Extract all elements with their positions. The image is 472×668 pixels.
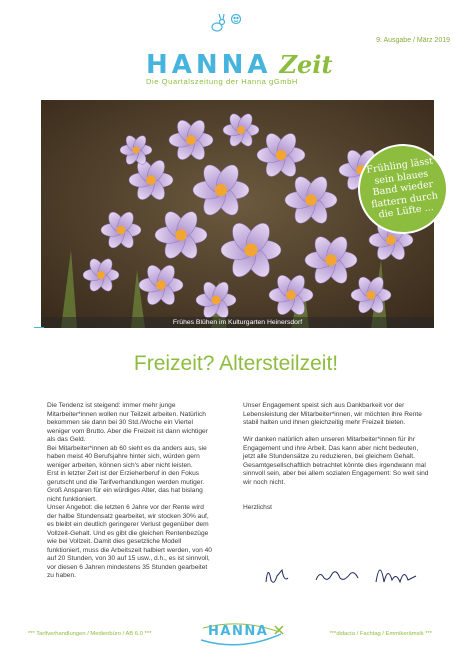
mascot-icons xyxy=(205,12,245,34)
footer-left-text: *** Tarifverhandlungen / Medienbüro / AB 6.0 *** xyxy=(28,631,152,637)
masthead-subtitle: Die Quartalszeitung der Hanna gGmbH xyxy=(146,77,298,86)
masthead xyxy=(0,0,472,44)
signatures xyxy=(258,552,428,592)
paragraph: Unser Engagement speist sich aus Dankbarkeit vor der Lebensleistung der Mitarbeiter*innen, wir möchten ihre Rente stabil halten und ihnen gleichzeitig mehr Freizeit bieten. xyxy=(243,402,422,426)
rabbit-icon xyxy=(212,14,225,31)
article-column-right xyxy=(243,402,431,513)
issue-number: 9. Ausgabe / März 2019 xyxy=(376,37,450,44)
footer-logo-text: HANNA xyxy=(208,624,269,639)
badge-text: Frühling lässt sein blaues Band wieder flattern durch die Lüfte ... xyxy=(365,155,439,221)
logo-hanna: HANNA xyxy=(146,50,272,80)
paragraph: Unser Angebot: die letzten 6 Jahre vor der Rente wird der halbe Stundensatz gearbeitet, wir stocken 30% auf, es bleibt ein deutlich geringerer Verlust gegenüber dem Vollzeit-Gehalt. Und es gibt die gleichen Rentenbezüge wie bei Vollzeit. Damit dies gesetzliche Modell funktioniert, muss die Arbeitszeit halbiert werden, von 40 auf 20 Stunden, von 30 auf 15 usw., d.h., es ist sinnvoll, vor diesen 6 Jahren mindestens 35 Stunden gearbeitet zu haben. xyxy=(47,504,212,579)
article-headline: Freizeit? Altersteilzeit! xyxy=(133,352,339,375)
closing: Herzlichst xyxy=(243,504,272,511)
footer xyxy=(0,620,472,650)
signature-3 xyxy=(376,570,416,582)
smiley-icon xyxy=(232,15,241,24)
article-column-left xyxy=(47,402,212,581)
signature-1 xyxy=(266,570,288,582)
logo-zeit: Zeit xyxy=(279,50,333,79)
paragraph: Die Tendenz ist steigend: immer mehr junge Mitarbeiter*innen wollen nur Teilzeit arbeiten. Natürlich bekommen sie dann bei 30 Std./Woche ein Viertel weniger vom Brutto. Aber die Freizeit ist dann wichtiger als das Geld. xyxy=(47,402,208,443)
hanna-zeit-logo xyxy=(146,45,333,79)
photo-caption: Frühes Blühen im Kulturgarten Heinersdorf xyxy=(41,317,434,328)
signature-2 xyxy=(316,572,358,580)
footer-right-text: ***didacta / Fachtag / Emmikerämsik *** xyxy=(329,631,432,637)
divider xyxy=(34,327,44,328)
paragraph: Erst in letzter Zeit ist der Erzieherberuf in den Fokus gerutscht und die Tarifverhandlungen werden mutiger. Groß Ansparen für ein würdiges Alter, das hat bislang nicht funktioniert. xyxy=(47,470,205,503)
paragraph: Wir danken natürlich allen unseren Mitarbeiter*innen für ihr Engagement und ihre Arbeit. Das kann aber nicht bedeuten, jetzt alle Stundensätze zu reduzieren, bei gleichem Gehalt. Gesamtgesellschaftlich betrachtet könnte dies irgendwann mal sinnvoll sein, aber bei allem sozialen Engagement: So weit sind wir noch nicht. xyxy=(243,436,429,486)
paragraph: Bei Mitarbeiter*innen ab 60 sieht es da anders aus, sie haben meist 40 Berufsjahre hinter sich, würden gern weniger arbeiten, können sich's aber nicht leisten. xyxy=(47,444,207,469)
